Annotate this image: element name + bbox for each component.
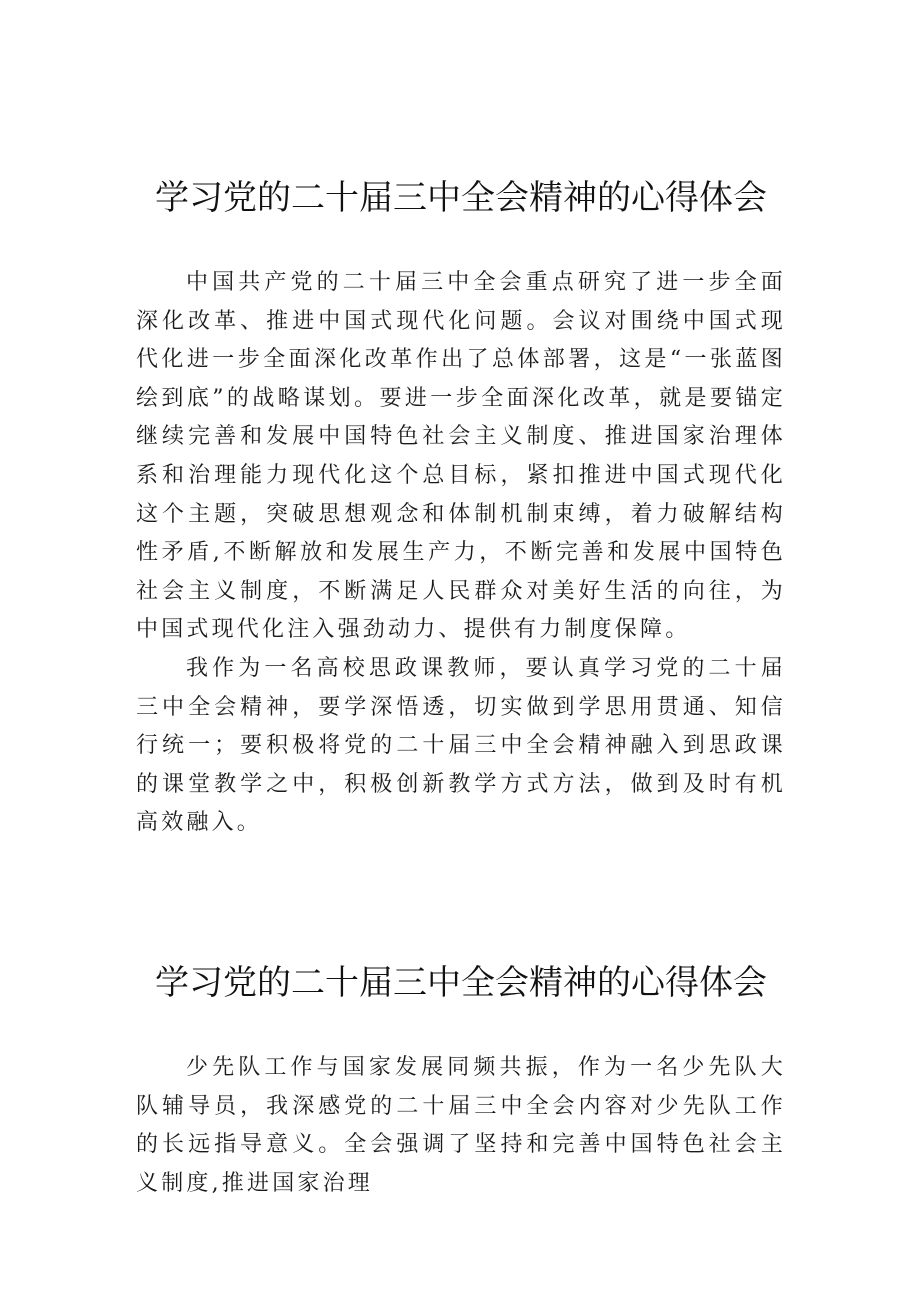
paragraph: 我作为一名高校思政课教师，要认真学习党的二十届三中全会精神，要学深悟透，切实做到学思用贯通、知信行统一；要积极将党的二十届三中全会精神融入到思政课的课堂教学之中，积极创新教学方式方法，做到及时有机高效融入。	[136, 655, 786, 836]
article-title: 学习党的二十届三中全会精神的心得体会	[155, 178, 767, 218]
paragraph: 少先队工作与国家发展同频共振，作为一名少先队大队辅导员，我深感党的二十届三中全会内容对少先队工作的长远指导意义。全会强调了坚持和完善中国特色社会主义制度,推进国家治理	[136, 1055, 786, 1196]
article-title: 学习党的二十届三中全会精神的心得体会	[155, 963, 767, 1003]
article-body	[136, 1049, 786, 1203]
article-body	[136, 264, 786, 843]
paragraph: 中国共产党的二十届三中全会重点研究了进一步全面深化改革、推进中国式现代化问题。会议对围绕中国式现代化进一步全面深化改革作出了总体部署，这是“一张蓝图绘到底”的战略谋划。要进一步全面深化改革，就是要锚定继续完善和发展中国特色社会主义制度、推进国家治理体系和治理能力现代化这个总目标，紧扣推进中国式现代化这个主题，突破思想观念和体制机制束缚，着力破解结构性矛盾,不断解放和发展生产力，不断完善和发展中国特色社会主义制度，不断满足人民群众对美好生活的向往，为中国式现代化注入强劲动力、提供有力制度保障。	[136, 270, 786, 643]
article-1	[136, 170, 786, 843]
article-2	[136, 955, 786, 1203]
